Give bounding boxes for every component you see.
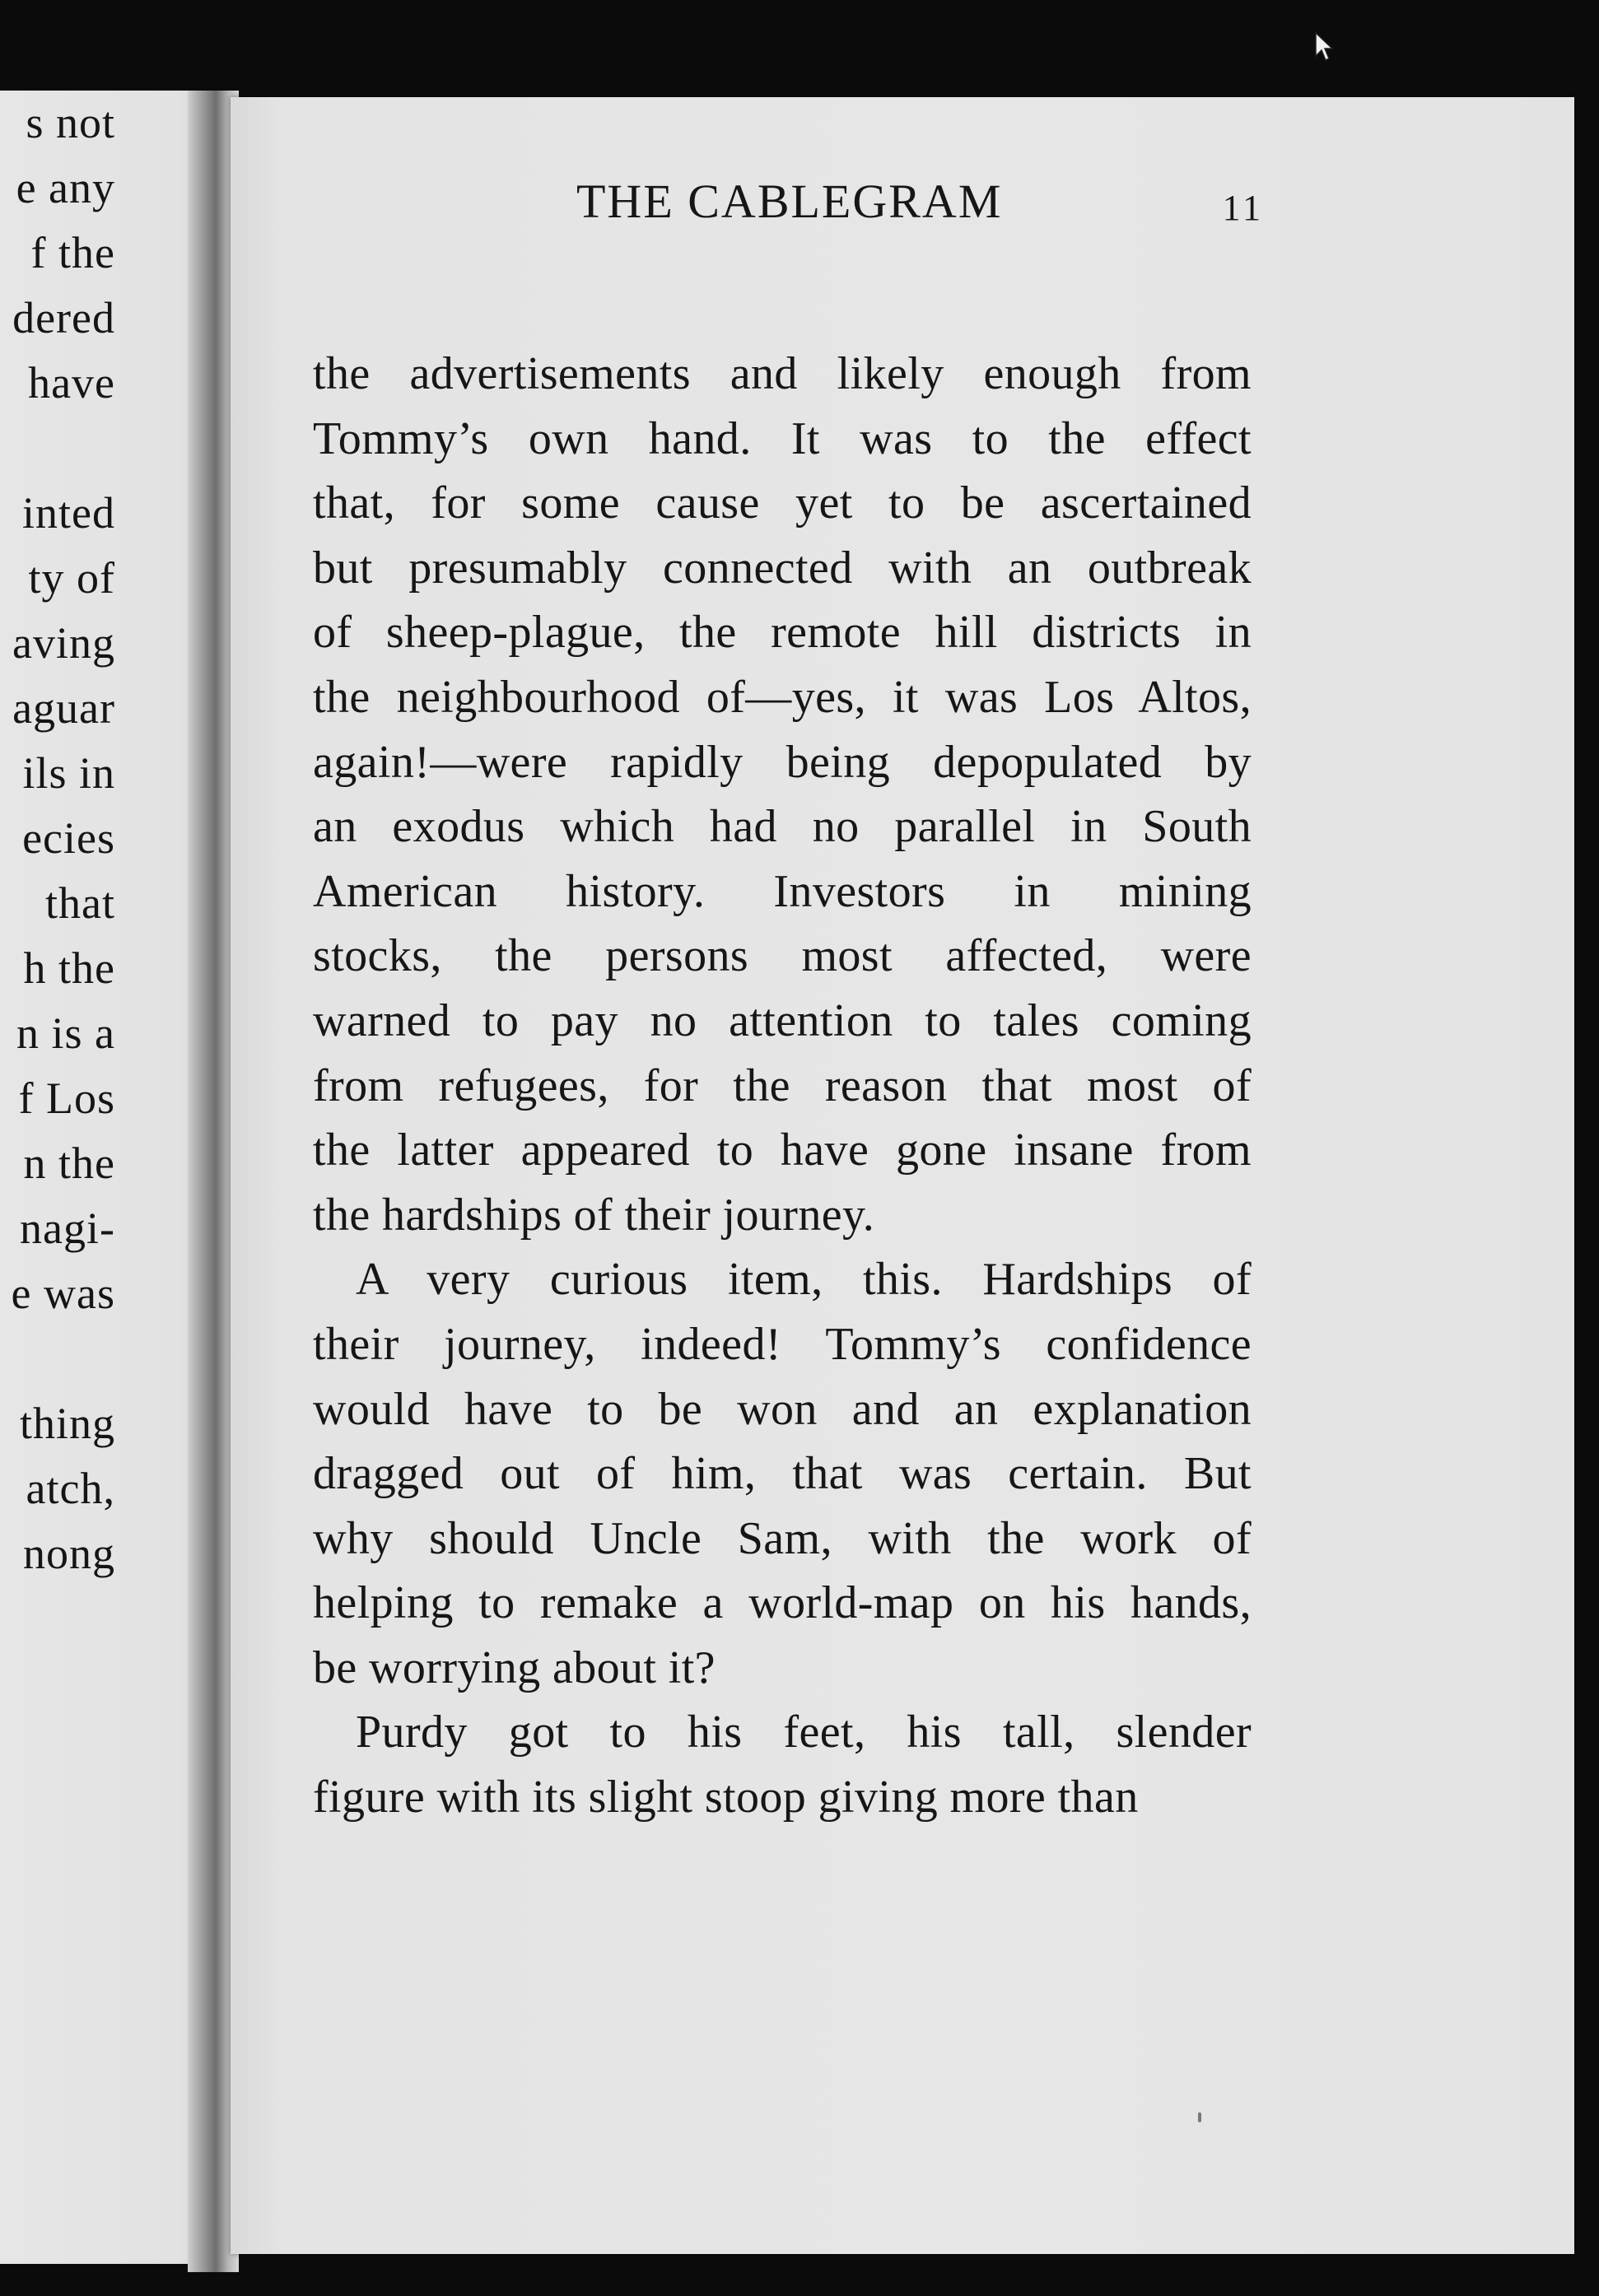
left-page-line: nagi- [20, 1204, 115, 1253]
text-line: Purdy got to his feet, his tall, slender [356, 1707, 1252, 1758]
text-line: the hardships of their journey. [313, 1189, 875, 1241]
running-head [346, 169, 1264, 235]
text-line: American history. Investors in mining [313, 865, 1252, 917]
left-page-line: inted [22, 488, 115, 538]
left-page-line: have [28, 358, 115, 408]
text-line: helping to remake a world-map on his hands, [313, 1577, 1252, 1629]
left-page-line: ils in [22, 748, 115, 798]
left-page-line: dered [12, 293, 115, 342]
left-page-line: atch, [26, 1464, 115, 1513]
text-line: figure with its slight stoop giving more than [313, 1772, 1139, 1823]
text-line: of sheep-plague, the remote hill districts in [313, 607, 1252, 659]
text-line: their journey, indeed! Tommy’s confidence [313, 1318, 1252, 1370]
left-page-text-fragments [12, 91, 115, 1586]
page-speck [1198, 2112, 1201, 2122]
left-page-line: s not [26, 98, 115, 147]
text-line: from refugees, for the reason that most of [313, 1060, 1252, 1111]
left-page-line: thing [19, 1399, 115, 1448]
left-page-line: aguar [12, 683, 115, 733]
mouse-pointer-icon [1314, 31, 1334, 63]
left-page-line: ty of [28, 553, 115, 603]
running-title: THE CABLEGRAM [576, 175, 1003, 228]
left-page-line: n is a [16, 1008, 115, 1058]
text-line: an exodus which had no parallel in South [313, 801, 1252, 853]
text-line: that, for some cause yet to be ascertained [313, 477, 1252, 529]
left-page-line: f the [30, 228, 115, 277]
left-page-line: ecies [22, 813, 115, 863]
text-line: the advertisements and likely enough from [313, 348, 1252, 399]
paragraph [313, 342, 1252, 1247]
text-line: Tommy’s own hand. It was to the effect [313, 412, 1252, 464]
paragraph [313, 1247, 1252, 1700]
text-line: be worrying about it? [313, 1642, 716, 1693]
left-page-line: h the [23, 943, 115, 993]
text-line: why should Uncle Sam, with the work of [313, 1512, 1252, 1564]
left-page-line: nong [23, 1529, 115, 1578]
text-line: dragged out of him, that was certain. But [313, 1448, 1252, 1500]
left-page-line: n the [23, 1139, 115, 1188]
left-page-line: e any [16, 163, 115, 212]
paragraph [313, 1700, 1252, 1829]
left-page-line: that [45, 878, 115, 928]
body-text [313, 342, 1252, 1830]
left-page-line: aving [12, 618, 115, 668]
text-line: would have to be won and an explanation [313, 1383, 1252, 1435]
left-page-line: f Los [18, 1073, 115, 1123]
text-line: stocks, the persons most affected, were [313, 930, 1252, 982]
page-number: 11 [1222, 188, 1264, 228]
left-page-line [12, 416, 115, 481]
text-line: again!—were rapidly being depopulated by [313, 736, 1252, 788]
text-line: the latter appeared to have gone insane from [313, 1125, 1252, 1176]
text-line: but presumably connected with an outbreak [313, 542, 1252, 594]
text-line: A very curious item, this. Hardships of [356, 1254, 1252, 1306]
text-line: the neighbourhood of—yes, it was Los Altos, [313, 671, 1252, 723]
left-page-line [12, 1326, 115, 1391]
left-page-line: e was [11, 1269, 115, 1318]
text-line: warned to pay no attention to tales coming [313, 994, 1252, 1046]
